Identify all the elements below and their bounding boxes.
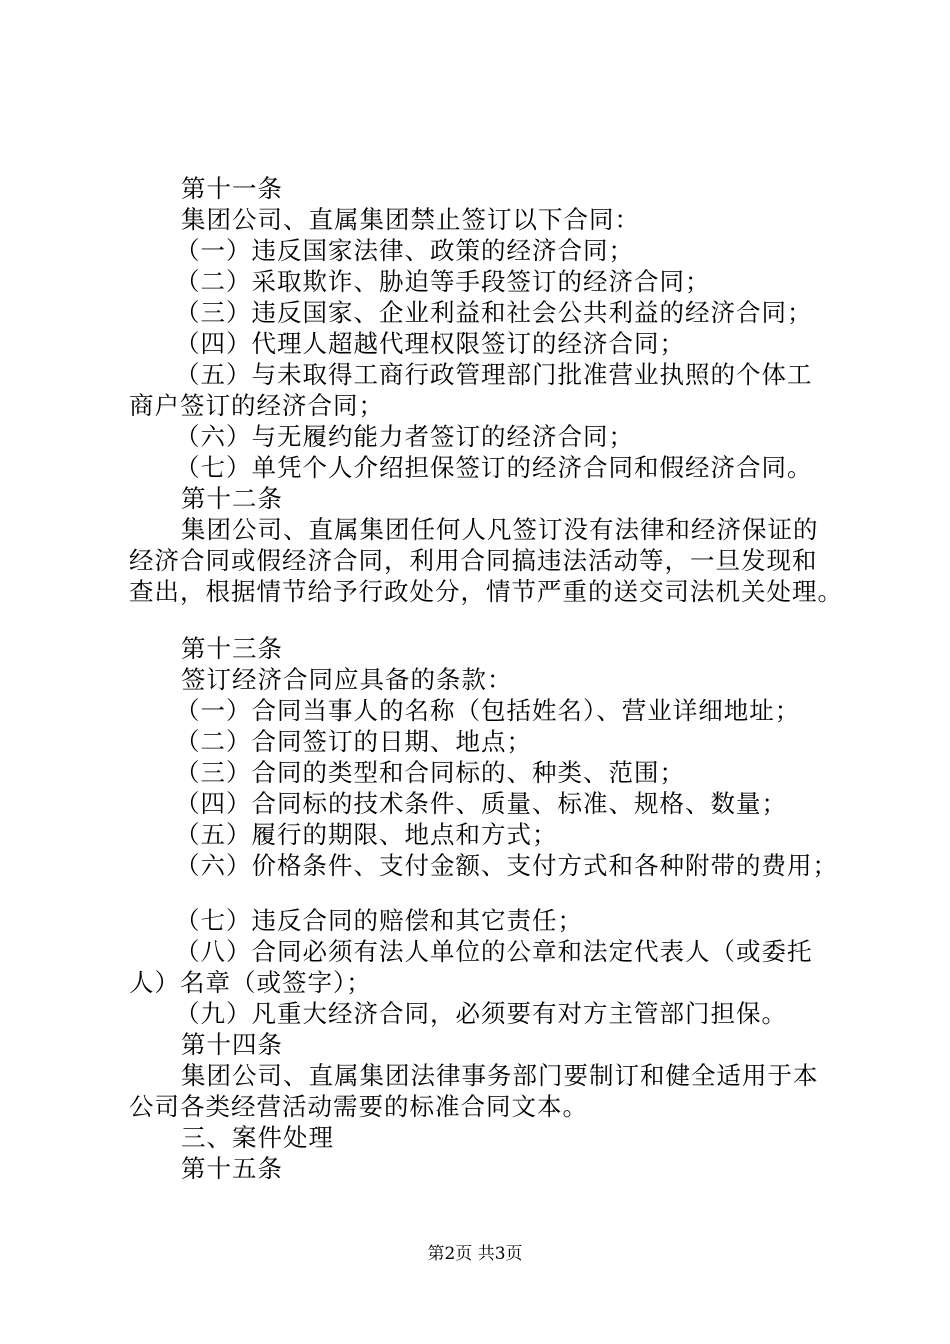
list-item: （六）与无履约能力者签订的经济合同； bbox=[175, 422, 634, 451]
list-item-continuation: 人）名章（或签字）； bbox=[129, 968, 372, 997]
list-item-continuation: 商户签订的经济合同； bbox=[129, 391, 384, 420]
paragraph-line: 集团公司、直属集团法律事务部门要制订和健全适用于本 bbox=[181, 1061, 819, 1090]
paragraph-line: 集团公司、直属集团任何人凡签订没有法律和经济保证的 bbox=[181, 515, 819, 544]
paragraph-line: 经济合同或假经济合同，利用合同搞违法活动等，一旦发现和 bbox=[129, 546, 818, 575]
page-number-footer: 第2页 共3页 bbox=[427, 1244, 523, 1264]
section-heading: 三、案件处理 bbox=[181, 1123, 334, 1152]
list-item: （一）合同当事人的名称（包括姓名）、营业详细地址； bbox=[175, 696, 801, 725]
article-14-heading: 第十四条 bbox=[181, 1030, 283, 1059]
list-item: （五）与未取得工商行政管理部门批准营业执照的个体工 bbox=[175, 360, 813, 389]
list-item: （四）代理人超越代理权限签订的经济合同； bbox=[175, 329, 685, 358]
list-item: （四）合同标的技术条件、质量、标准、规格、数量； bbox=[175, 789, 787, 818]
article-13-heading: 第十三条 bbox=[181, 634, 283, 663]
list-item: （九）凡重大经济合同，必须要有对方主管部门担保。 bbox=[175, 999, 787, 1028]
list-item: （三）合同的类型和合同标的、种类、范围； bbox=[175, 758, 685, 787]
list-item: （一）违反国家法律、政策的经济合同； bbox=[175, 236, 634, 265]
paragraph-line: 查出，根据情节给予行政处分，情节严重的送交司法机关处理。 bbox=[129, 577, 843, 606]
list-item: （二）采取欺诈、胁迫等手段签订的经济合同； bbox=[175, 267, 711, 296]
paragraph-line: 集团公司、直属集团禁止签订以下合同： bbox=[181, 205, 640, 234]
article-12-heading: 第十二条 bbox=[181, 484, 283, 513]
list-item: （二）合同签订的日期、地点； bbox=[175, 727, 532, 756]
list-item: （六）价格条件、支付金额、支付方式和各种附带的费用； bbox=[175, 851, 838, 880]
paragraph-line: 签订经济合同应具备的条款： bbox=[181, 665, 513, 694]
list-item: （五）履行的期限、地点和方式； bbox=[175, 820, 558, 849]
paragraph-line: 公司各类经营活动需要的标准合同文本。 bbox=[129, 1092, 588, 1121]
list-item: （三）违反国家、企业利益和社会公共利益的经济合同； bbox=[175, 298, 813, 327]
list-item: （八）合同必须有法人单位的公章和法定代表人（或委托 bbox=[175, 937, 813, 966]
list-item: （七）违反合同的赔偿和其它责任； bbox=[175, 906, 583, 935]
article-15-heading: 第十五条 bbox=[181, 1154, 283, 1183]
list-item: （七）单凭个人介绍担保签订的经济合同和假经济合同。 bbox=[175, 453, 813, 482]
article-11-heading: 第十一条 bbox=[181, 174, 283, 203]
